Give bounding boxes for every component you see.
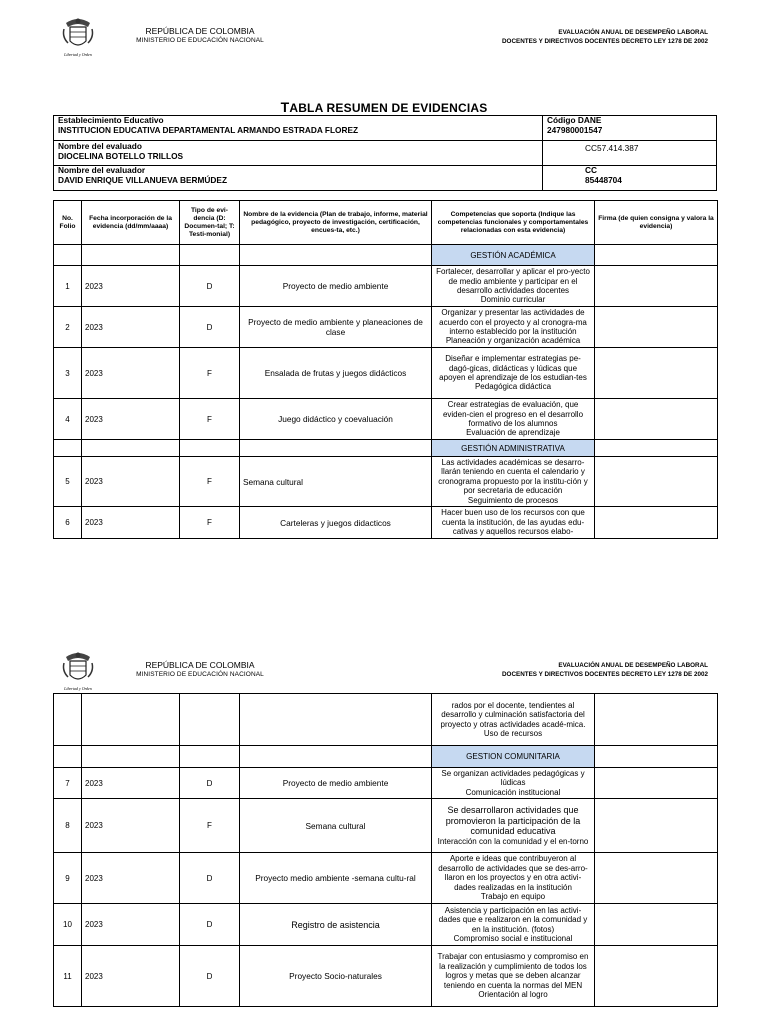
section-gestion-administrativa: GESTIÓN ADMINISTRATIVA [432, 440, 595, 457]
dane-cell: Código DANE 247980001547 [543, 116, 717, 141]
table-row: 9 2023 D Proyecto medio ambiente -semana cultu-ral Aporte e ideas que contribuyeron al desarrollo de actividades que se des-arro-llaron en los proyectos y en otra activi-dades realizadas en la institución Trabajo en equipo [54, 853, 718, 904]
section-gestion-academica: GESTIÓN ACADÉMICA [432, 245, 595, 266]
table-row: 1 2023 D Proyecto de medio ambiente Fortalecer, desarrollar y aplicar el pro-yecto de medio ambiente y participar en el desarrollo actividades docentes Dominio curricular [54, 266, 718, 307]
evaluation-line-2: DOCENTES Y DIRECTIVOS DOCENTES DECRETO LEY 1278 DE 2002 [502, 671, 708, 678]
page-title: TABLA RESUMEN DE EVIDENCIAS [280, 99, 488, 115]
table-row: 6 2023 F Carteleras y juegos didacticos Hacer buen uso de los recursos con que cuenta la institución, de las ayudas edu-cativas y aquellos recursos elabo- [54, 507, 718, 539]
table-row: 8 2023 F Semana cultural Se desarrollaron actividades que promovieron la participación de la comunidad educativa Interacción con la comunidad y el en-torno [54, 799, 718, 853]
evidence-table [53, 200, 718, 539]
table-row: 3 2023 F Ensalada de frutas y juegos didácticos Diseñar e implementar estrategias pe-dagó-gicas, didácticas y lúdicas que apoyen el aprendizaje de los estudian-tes Pedagógica didáctica [54, 348, 718, 399]
evaluado-cell: Nombre del evaluado DIOCELINA BOTELLO TRILLOS [54, 141, 543, 166]
evaluation-line-1: EVALUACIÓN ANUAL DE DESEMPEÑO LABORAL [558, 29, 708, 36]
republic-header [120, 27, 280, 45]
republic-label: REPÚBLICA DE COLOMBIA [145, 26, 255, 36]
evaluation-line-2: DOCENTES Y DIRECTIVOS DOCENTES DECRETO LEY 1278 DE 2002 [502, 38, 708, 45]
col-nombre: Nombre de la evidencia (Plan de trabajo, informe, material pedagógico, proyecto de investigación, certificación, encues-ta, etc.) [240, 201, 432, 245]
seal-caption: Libertad y Orden [64, 52, 92, 57]
evaluador-id-cell: CC 85448704 [543, 166, 717, 191]
table-row: 7 2023 D Proyecto de medio ambiente Se organizan actividades pedagógicas y lúdicas Comunicación institucional [54, 768, 718, 799]
ministry-label: MINISTERIO DE EDUCACIÓN NACIONAL [136, 37, 264, 44]
establishment-cell: Establecimiento Educativo INSTITUCION EDUCATIVA DEPARTAMENTAL ARMANDO ESTRADA FLOREZ [54, 116, 543, 141]
table-row: 10 2023 D Registro de asistencia Asistencia y participación en las activi-dades que e realizaron en la comunidad y en la institución. (fotos) Compromiso social e institucional [54, 904, 718, 946]
republic-header [120, 661, 280, 679]
evaluation-header [408, 661, 708, 679]
evaluation-header [408, 28, 708, 46]
colombia-coat-of-arms-icon [60, 15, 96, 59]
col-firma: Firma (de quien consigna y valora la evidencia) [595, 201, 718, 245]
col-competencias: Competencias que soporta (Indique las competencias funcionales y comportamentales relacionadas con esta evidencia) [432, 201, 595, 245]
section-gestion-comunitaria: GESTION COMUNITARIA [432, 746, 595, 768]
table-row: 5 2023 F Semana cultural Las actividades académicas se desarro-llarán teniendo en cuenta el calendario y cronograma propuesto por la institu-ción y por secretaria de educación Seguimiento de procesos [54, 457, 718, 507]
republic-label: REPÚBLICA DE COLOMBIA [145, 660, 255, 670]
col-tipo: Tipo de evi-dencia (D: Documen-tal; T: Testi-monial) [180, 201, 240, 245]
col-fecha: Fecha incorporación de la evidencia (dd/mm/aaaa) [82, 201, 180, 245]
evaluado-id-cell: CC57.414.387 [543, 141, 717, 166]
page-2 [0, 640, 768, 1024]
ministry-label: MINISTERIO DE EDUCACIÓN NACIONAL [136, 671, 264, 678]
table-row: 2 2023 D Proyecto de medio ambiente y planeaciones de clase Organizar y presentar las actividades de acuerdo con el proyecto y al cronogra-ma interno establecido por la institución Planeación y organización académica [54, 307, 718, 348]
table-row: rados por el docente, tendientes al desarrollo y culminación satisfactoria del proyecto y otras actividades acadé-mica. Uso de recursos [54, 694, 718, 746]
evidence-table-continued [53, 693, 718, 1007]
col-folio: No. Folio [54, 201, 82, 245]
table-row: 11 2023 D Proyecto Socio-naturales Trabajar con entusiasmo y compromiso en la realización y cumplimiento de todos los logros y metas que se deben alcanzar teniendo en cuenta la normas del MEN Orientación al logro [54, 946, 718, 1007]
evaluation-line-1: EVALUACIÓN ANUAL DE DESEMPEÑO LABORAL [558, 662, 708, 669]
evaluador-cell: Nombre del evaluador DAVID ENRIQUE VILLANUEVA BERMÚDEZ [54, 166, 543, 191]
info-table [53, 115, 717, 191]
colombia-coat-of-arms-icon [60, 649, 96, 693]
seal-caption: Libertad y Orden [64, 686, 92, 691]
table-row: 4 2023 F Juego didáctico y coevaluación Crear estrategias de evaluación, que eviden-cien el progreso en el desarrollo formativo de los alumnos Evaluación de aprendizaje [54, 399, 718, 440]
